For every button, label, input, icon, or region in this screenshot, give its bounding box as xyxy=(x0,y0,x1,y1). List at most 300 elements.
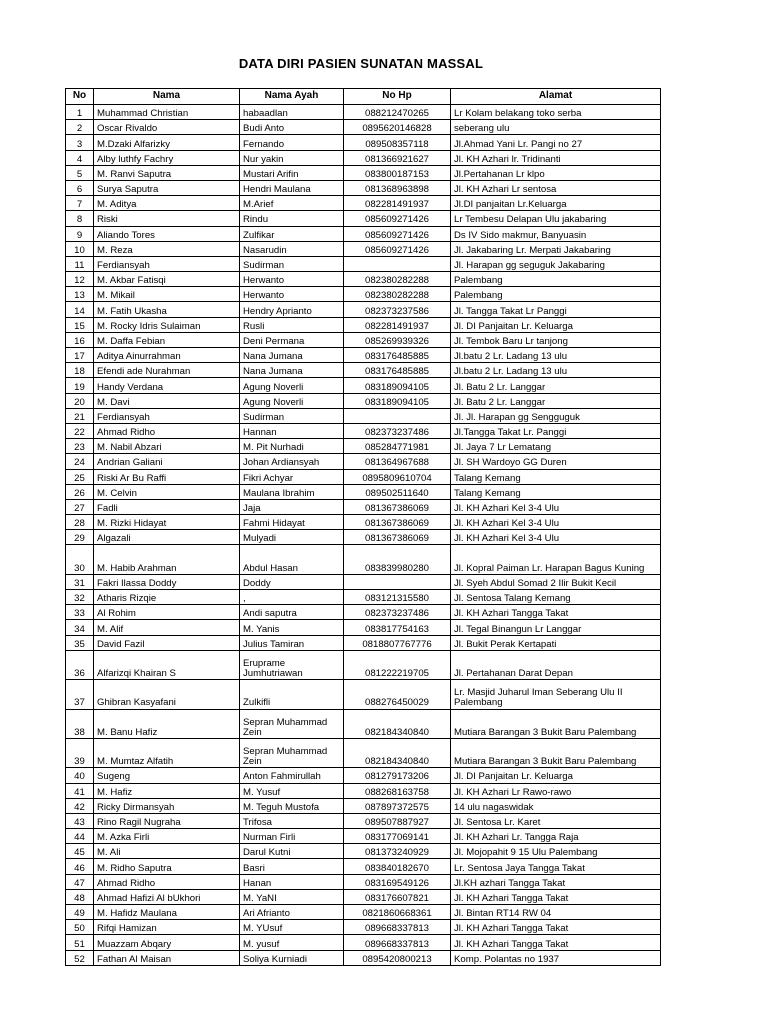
phone-cell: 082373237486 xyxy=(344,605,451,620)
no-cell: 52 xyxy=(66,950,94,965)
table-row xyxy=(66,530,661,545)
no-cell: 42 xyxy=(66,798,94,813)
father-name-cell: Andi saputra xyxy=(240,605,344,620)
header-no: No xyxy=(66,89,94,105)
no-cell: 26 xyxy=(66,484,94,499)
address-cell: Lr Kolam belakang toko serba xyxy=(451,105,661,120)
table-row xyxy=(66,363,661,378)
name-cell: M. Daffa Febian xyxy=(94,332,240,347)
father-name-cell: Mustari Arifin xyxy=(240,165,344,180)
father-name-cell: Budi Anto xyxy=(240,120,344,135)
address-cell: 14 ulu nagaswidak xyxy=(451,798,661,813)
address-cell: Lr. Masjid Juharul Iman Seberang Ulu II Palembang xyxy=(451,680,661,709)
phone-cell: 082281491937 xyxy=(344,196,451,211)
name-cell: Riski Ar Bu Raffi xyxy=(94,469,240,484)
phone-cell: 083176485885 xyxy=(344,363,451,378)
no-cell: 43 xyxy=(66,813,94,828)
no-cell: 40 xyxy=(66,768,94,783)
father-name-cell: Maulana Ibrahim xyxy=(240,484,344,499)
phone-cell: 083840182670 xyxy=(344,859,451,874)
table-row xyxy=(66,768,661,783)
no-cell: 35 xyxy=(66,635,94,650)
name-cell: Rino Ragil Nugraha xyxy=(94,813,240,828)
phone-cell: 0895420800213 xyxy=(344,950,451,965)
name-cell: M. Celvin xyxy=(94,484,240,499)
name-cell: M. Banu Hafiz xyxy=(94,709,240,738)
table-row xyxy=(66,302,661,317)
phone-cell xyxy=(344,256,451,271)
no-cell: 14 xyxy=(66,302,94,317)
address-cell: Jl. Tegal Binangun Lr Langgar xyxy=(451,620,661,635)
address-cell: Jl. KH Azhari Tangga Takat xyxy=(451,605,661,620)
address-cell: Jl. KH Azhari Tangga Takat xyxy=(451,935,661,950)
table-row xyxy=(66,241,661,256)
father-name-cell: M. Yusuf xyxy=(240,783,344,798)
father-name-cell: Anton Fahmirullah xyxy=(240,768,344,783)
no-cell: 22 xyxy=(66,423,94,438)
table-row xyxy=(66,120,661,135)
address-cell: Jl. KH Azhari Lr. Tangga Raja xyxy=(451,829,661,844)
header-nama: Nama xyxy=(94,89,240,105)
name-cell: Aditya Ainurrahman xyxy=(94,348,240,363)
father-name-cell: Nur yakin xyxy=(240,150,344,165)
table-row xyxy=(66,150,661,165)
header-alamat: Alamat xyxy=(451,89,661,105)
address-cell: Jl. KH Azhari Kel 3-4 Ulu xyxy=(451,515,661,530)
name-cell: M. Rocky Idris Sulaiman xyxy=(94,317,240,332)
address-cell: Jl.batu 2 Lr. Ladang 13 ulu xyxy=(451,348,661,363)
no-cell: 16 xyxy=(66,332,94,347)
phone-cell: 088276450029 xyxy=(344,680,451,709)
name-cell: Riski xyxy=(94,211,240,226)
address-cell: Mutiara Barangan 3 Bukit Baru Palembang xyxy=(451,738,661,767)
table-row xyxy=(66,635,661,650)
table-row xyxy=(66,515,661,530)
name-cell: Ricky Dirmansyah xyxy=(94,798,240,813)
table-row xyxy=(66,680,661,709)
name-cell: M. Ridho Saputra xyxy=(94,859,240,874)
no-cell: 31 xyxy=(66,574,94,589)
no-cell: 9 xyxy=(66,226,94,241)
name-cell: Muazzam Abqary xyxy=(94,935,240,950)
father-name-cell: Eruprame Jumhutriawan xyxy=(240,650,344,679)
father-name-cell: Basri xyxy=(240,859,344,874)
phone-cell: 081368963898 xyxy=(344,180,451,195)
address-cell: Jl.Pertahanan Lr klpo xyxy=(451,165,661,180)
no-cell: 30 xyxy=(66,545,94,574)
no-cell: 2 xyxy=(66,120,94,135)
phone-cell: 0895809610704 xyxy=(344,469,451,484)
name-cell: M. Fatih Ukasha xyxy=(94,302,240,317)
table-row xyxy=(66,180,661,195)
table-row xyxy=(66,920,661,935)
no-cell: 44 xyxy=(66,829,94,844)
phone-cell: 083177069141 xyxy=(344,829,451,844)
no-cell: 23 xyxy=(66,439,94,454)
table-row xyxy=(66,423,661,438)
address-cell: Jl. KH Azhari Lr Rawo-rawo xyxy=(451,783,661,798)
father-name-cell: Hannan xyxy=(240,423,344,438)
phone-cell: 081366921627 xyxy=(344,150,451,165)
no-cell: 12 xyxy=(66,272,94,287)
address-cell: Mutiara Barangan 3 Bukit Baru Palembang xyxy=(451,709,661,738)
name-cell: M. Davi xyxy=(94,393,240,408)
address-cell: Jl. Pertahanan Darat Depan xyxy=(451,650,661,679)
name-cell: Rifqi Hamizan xyxy=(94,920,240,935)
father-name-cell: Abdul Hasan xyxy=(240,545,344,574)
no-cell: 8 xyxy=(66,211,94,226)
father-name-cell: Nasarudin xyxy=(240,241,344,256)
name-cell: M. Ranvi Saputra xyxy=(94,165,240,180)
phone-cell: 081367386069 xyxy=(344,499,451,514)
father-name-cell: M.Arief xyxy=(240,196,344,211)
name-cell: M. Mikail xyxy=(94,287,240,302)
address-cell: Komp. Polantas no 1937 xyxy=(451,950,661,965)
address-cell: Jl.KH azhari Tangga Takat xyxy=(451,874,661,889)
address-cell: seberang ulu xyxy=(451,120,661,135)
address-cell: Jl.DI panjaitan Lr.Keluarga xyxy=(451,196,661,211)
no-cell: 48 xyxy=(66,889,94,904)
name-cell: Atharis Rizqie xyxy=(94,590,240,605)
address-cell: Talang Kemang xyxy=(451,484,661,499)
father-name-cell: Sepran Muhammad Zein xyxy=(240,738,344,767)
table-row xyxy=(66,590,661,605)
phone-cell: 081279173206 xyxy=(344,768,451,783)
no-cell: 18 xyxy=(66,363,94,378)
name-cell: Surya Saputra xyxy=(94,180,240,195)
phone-cell: 082184340840 xyxy=(344,709,451,738)
father-name-cell: Hanan xyxy=(240,874,344,889)
name-cell: M. Hafidz Maulana xyxy=(94,905,240,920)
no-cell: 19 xyxy=(66,378,94,393)
name-cell: M. Habib Arahman xyxy=(94,545,240,574)
name-cell: Fadli xyxy=(94,499,240,514)
no-cell: 50 xyxy=(66,920,94,935)
table-row xyxy=(66,105,661,120)
address-cell: Talang Kemang xyxy=(451,469,661,484)
no-cell: 37 xyxy=(66,680,94,709)
phone-cell: 089668337813 xyxy=(344,920,451,935)
address-cell: Jl.Tangga Takat Lr. Panggi xyxy=(451,423,661,438)
table-row xyxy=(66,196,661,211)
no-cell: 47 xyxy=(66,874,94,889)
table-row xyxy=(66,935,661,950)
name-cell: M. Akbar Fatisqi xyxy=(94,272,240,287)
no-cell: 20 xyxy=(66,393,94,408)
name-cell: Oscar Rivaldo xyxy=(94,120,240,135)
table-row xyxy=(66,620,661,635)
no-cell: 24 xyxy=(66,454,94,469)
table-row xyxy=(66,165,661,180)
name-cell: Ahmad Ridho xyxy=(94,423,240,438)
no-cell: 4 xyxy=(66,150,94,165)
phone-cell: 083817754163 xyxy=(344,620,451,635)
father-name-cell: M. YaNI xyxy=(240,889,344,904)
table-row xyxy=(66,859,661,874)
table-row xyxy=(66,378,661,393)
name-cell: M. Ali xyxy=(94,844,240,859)
no-cell: 34 xyxy=(66,620,94,635)
father-name-cell: Sepran Muhammad Zein xyxy=(240,709,344,738)
table-row xyxy=(66,484,661,499)
table-row xyxy=(66,709,661,738)
no-cell: 33 xyxy=(66,605,94,620)
no-cell: 10 xyxy=(66,241,94,256)
father-name-cell: Ari Afrianto xyxy=(240,905,344,920)
name-cell: Sugeng xyxy=(94,768,240,783)
address-cell: Jl. Tangga Takat Lr Panggi xyxy=(451,302,661,317)
father-name-cell: Sudirman xyxy=(240,408,344,423)
no-cell: 29 xyxy=(66,530,94,545)
phone-cell: 082373237486 xyxy=(344,423,451,438)
no-cell: 49 xyxy=(66,905,94,920)
name-cell: M. Azka Firli xyxy=(94,829,240,844)
address-cell: Jl. Harapan gg seguguk Jakabaring xyxy=(451,256,661,271)
phone-cell: 083839980280 xyxy=(344,545,451,574)
no-cell: 21 xyxy=(66,408,94,423)
phone-cell: 089507887927 xyxy=(344,813,451,828)
father-name-cell: Nurman Firli xyxy=(240,829,344,844)
phone-cell: 083189094105 xyxy=(344,393,451,408)
address-cell: Jl. Bukit Perak Kertapati xyxy=(451,635,661,650)
phone-cell xyxy=(344,408,451,423)
table-row xyxy=(66,454,661,469)
name-cell: Alby luthfy Fachry xyxy=(94,150,240,165)
phone-cell: 0821860668361 xyxy=(344,905,451,920)
name-cell: Handy Verdana xyxy=(94,378,240,393)
father-name-cell: M. Yanis xyxy=(240,620,344,635)
name-cell: M. Rizki Hidayat xyxy=(94,515,240,530)
father-name-cell: Herwanto xyxy=(240,272,344,287)
phone-cell: 085609271426 xyxy=(344,241,451,256)
table-row xyxy=(66,605,661,620)
no-cell: 6 xyxy=(66,180,94,195)
address-cell: Jl. KH Azhari Kel 3-4 Ulu xyxy=(451,499,661,514)
address-cell: Jl.batu 2 Lr. Ladang 13 ulu xyxy=(451,363,661,378)
table-row xyxy=(66,574,661,589)
no-cell: 27 xyxy=(66,499,94,514)
name-cell: Efendi ade Nurahman xyxy=(94,363,240,378)
father-name-cell: Sudirman xyxy=(240,256,344,271)
phone-cell: 081222219705 xyxy=(344,650,451,679)
name-cell: Al Rohim xyxy=(94,605,240,620)
patient-table xyxy=(65,88,661,966)
name-cell: Muhammad Christian xyxy=(94,105,240,120)
address-cell: Jl. Sentosa Lr. Karet xyxy=(451,813,661,828)
name-cell: David Fazil xyxy=(94,635,240,650)
phone-cell: 082380282288 xyxy=(344,272,451,287)
no-cell: 28 xyxy=(66,515,94,530)
address-cell: Jl. DI Panjaitan Lr. Keluarga xyxy=(451,768,661,783)
father-name-cell: Jaja xyxy=(240,499,344,514)
father-name-cell: M. YUsuf xyxy=(240,920,344,935)
address-cell: Jl. KH Azhari Lr sentosa xyxy=(451,180,661,195)
table-row xyxy=(66,256,661,271)
address-cell: Lr Tembesu Delapan Ulu jakabaring xyxy=(451,211,661,226)
table-row xyxy=(66,499,661,514)
table-row xyxy=(66,439,661,454)
table-row xyxy=(66,469,661,484)
table-row xyxy=(66,348,661,363)
name-cell: Algazali xyxy=(94,530,240,545)
no-cell: 5 xyxy=(66,165,94,180)
address-cell: Jl. Bintan RT14 RW 04 xyxy=(451,905,661,920)
address-cell: Jl.Ahmad Yani Lr. Pangi no 27 xyxy=(451,135,661,150)
phone-cell: 083169549126 xyxy=(344,874,451,889)
name-cell: Fakri Ilassa Doddy xyxy=(94,574,240,589)
phone-cell: 088268163758 xyxy=(344,783,451,798)
name-cell: M. Hafiz xyxy=(94,783,240,798)
name-cell: M. Mumtaz Alfatih xyxy=(94,738,240,767)
address-cell: Jl. Mojopahit 9 15 Ulu Palembang xyxy=(451,844,661,859)
table-row xyxy=(66,408,661,423)
father-name-cell: Hendri Maulana xyxy=(240,180,344,195)
table-row xyxy=(66,738,661,767)
phone-cell: 088212470265 xyxy=(344,105,451,120)
father-name-cell: Nana Jumana xyxy=(240,348,344,363)
address-cell: Jl. Kopral Paiman Lr. Harapan Bagus Kuning xyxy=(451,545,661,574)
phone-cell: 083176485885 xyxy=(344,348,451,363)
address-cell: Jl. Batu 2 Lr. Langgar xyxy=(451,393,661,408)
father-name-cell: Johan Ardiansyah xyxy=(240,454,344,469)
table-row xyxy=(66,874,661,889)
father-name-cell: Rindu xyxy=(240,211,344,226)
father-name-cell: Agung Noverli xyxy=(240,378,344,393)
no-cell: 25 xyxy=(66,469,94,484)
name-cell: Andrian Galiani xyxy=(94,454,240,469)
address-cell: Lr. Sentosa Jaya Tangga Takat xyxy=(451,859,661,874)
no-cell: 45 xyxy=(66,844,94,859)
document-title: DATA DIRI PASIEN SUNATAN MASSAL xyxy=(238,56,484,71)
phone-cell: 081367386069 xyxy=(344,530,451,545)
name-cell: M. Aditya xyxy=(94,196,240,211)
father-name-cell: Zulfikar xyxy=(240,226,344,241)
table-body xyxy=(66,105,661,966)
father-name-cell: Soliya Kurniadi xyxy=(240,950,344,965)
phone-cell xyxy=(344,574,451,589)
address-cell: Palembang xyxy=(451,287,661,302)
phone-cell: 089508357118 xyxy=(344,135,451,150)
father-name-cell: Rusli xyxy=(240,317,344,332)
father-name-cell: M. Teguh Mustofa xyxy=(240,798,344,813)
address-cell: Jl. Sentosa Talang Kemang xyxy=(451,590,661,605)
address-cell: Jl. KH Azhari lr. Tridinanti xyxy=(451,150,661,165)
address-cell: Jl. Syeh Abdul Somad 2 Ilir Bukit Kecil xyxy=(451,574,661,589)
phone-cell: 082184340840 xyxy=(344,738,451,767)
no-cell: 13 xyxy=(66,287,94,302)
table-row xyxy=(66,287,661,302)
no-cell: 39 xyxy=(66,738,94,767)
father-name-cell: habaadlan xyxy=(240,105,344,120)
table-row xyxy=(66,650,661,679)
table-row xyxy=(66,905,661,920)
address-cell: Jl. Tembok Baru Lr tanjong xyxy=(451,332,661,347)
phone-cell: 082281491937 xyxy=(344,317,451,332)
phone-cell: 085609271426 xyxy=(344,211,451,226)
phone-cell: 083121315580 xyxy=(344,590,451,605)
address-cell: Jl. SH Wardoyo GG Duren xyxy=(451,454,661,469)
father-name-cell: Darul Kutni xyxy=(240,844,344,859)
name-cell: Fathan Al Maisan xyxy=(94,950,240,965)
father-name-cell: Agung Noverli xyxy=(240,393,344,408)
father-name-cell: Fikri Achyar xyxy=(240,469,344,484)
no-cell: 51 xyxy=(66,935,94,950)
phone-cell: 085609271426 xyxy=(344,226,451,241)
phone-cell: 0818807767776 xyxy=(344,635,451,650)
father-name-cell: Hendry Aprianto xyxy=(240,302,344,317)
no-cell: 38 xyxy=(66,709,94,738)
phone-cell: 087897372575 xyxy=(344,798,451,813)
name-cell: M. Alif xyxy=(94,620,240,635)
no-cell: 1 xyxy=(66,105,94,120)
father-name-cell: , xyxy=(240,590,344,605)
name-cell: Ferdiansyah xyxy=(94,408,240,423)
name-cell: M. Reza xyxy=(94,241,240,256)
father-name-cell: Fahmi Hidayat xyxy=(240,515,344,530)
name-cell: Ghibran Kasyafani xyxy=(94,680,240,709)
father-name-cell: Nana Jumana xyxy=(240,363,344,378)
phone-cell: 085269939326 xyxy=(344,332,451,347)
father-name-cell: Deni Permana xyxy=(240,332,344,347)
table-row xyxy=(66,950,661,965)
header-no-hp: No Hp xyxy=(344,89,451,105)
table-row xyxy=(66,545,661,574)
no-cell: 17 xyxy=(66,348,94,363)
no-cell: 7 xyxy=(66,196,94,211)
phone-cell: 081364967688 xyxy=(344,454,451,469)
father-name-cell: Trifosa xyxy=(240,813,344,828)
table-row xyxy=(66,393,661,408)
phone-cell: 083189094105 xyxy=(344,378,451,393)
table-row xyxy=(66,317,661,332)
table-row xyxy=(66,211,661,226)
table-row xyxy=(66,783,661,798)
address-cell: Palembang xyxy=(451,272,661,287)
address-cell: Jl. KH Azhari Kel 3-4 Ulu xyxy=(451,530,661,545)
father-name-cell: M. Pit Nurhadi xyxy=(240,439,344,454)
table-row xyxy=(66,332,661,347)
no-cell: 41 xyxy=(66,783,94,798)
father-name-cell: Zulkifli xyxy=(240,680,344,709)
phone-cell: 081373240929 xyxy=(344,844,451,859)
table-row xyxy=(66,272,661,287)
table-row xyxy=(66,844,661,859)
phone-cell: 089502511640 xyxy=(344,484,451,499)
father-name-cell: Julius Tamiran xyxy=(240,635,344,650)
phone-cell: 0895620146828 xyxy=(344,120,451,135)
address-cell: Jl. Jl. Harapan gg Sengguguk xyxy=(451,408,661,423)
no-cell: 32 xyxy=(66,590,94,605)
no-cell: 3 xyxy=(66,135,94,150)
phone-cell: 089668337813 xyxy=(344,935,451,950)
table-row xyxy=(66,813,661,828)
header-nama-ayah: Nama Ayah xyxy=(240,89,344,105)
no-cell: 36 xyxy=(66,650,94,679)
phone-cell: 083176607821 xyxy=(344,889,451,904)
father-name-cell: M. yusuf xyxy=(240,935,344,950)
name-cell: Ahmad Ridho xyxy=(94,874,240,889)
table-row xyxy=(66,889,661,904)
no-cell: 11 xyxy=(66,256,94,271)
address-cell: Ds IV Sido makmur, Banyuasin xyxy=(451,226,661,241)
table-row xyxy=(66,829,661,844)
phone-cell: 082373237586 xyxy=(344,302,451,317)
name-cell: Alfarizqi Khairan S xyxy=(94,650,240,679)
name-cell: M. Nabil Abzari xyxy=(94,439,240,454)
address-cell: Jl. KH Azhari Tangga Takat xyxy=(451,920,661,935)
name-cell: Ahmad Hafizi Al bUkhori xyxy=(94,889,240,904)
address-cell: Jl. DI Panjaitan Lr. Keluarga xyxy=(451,317,661,332)
